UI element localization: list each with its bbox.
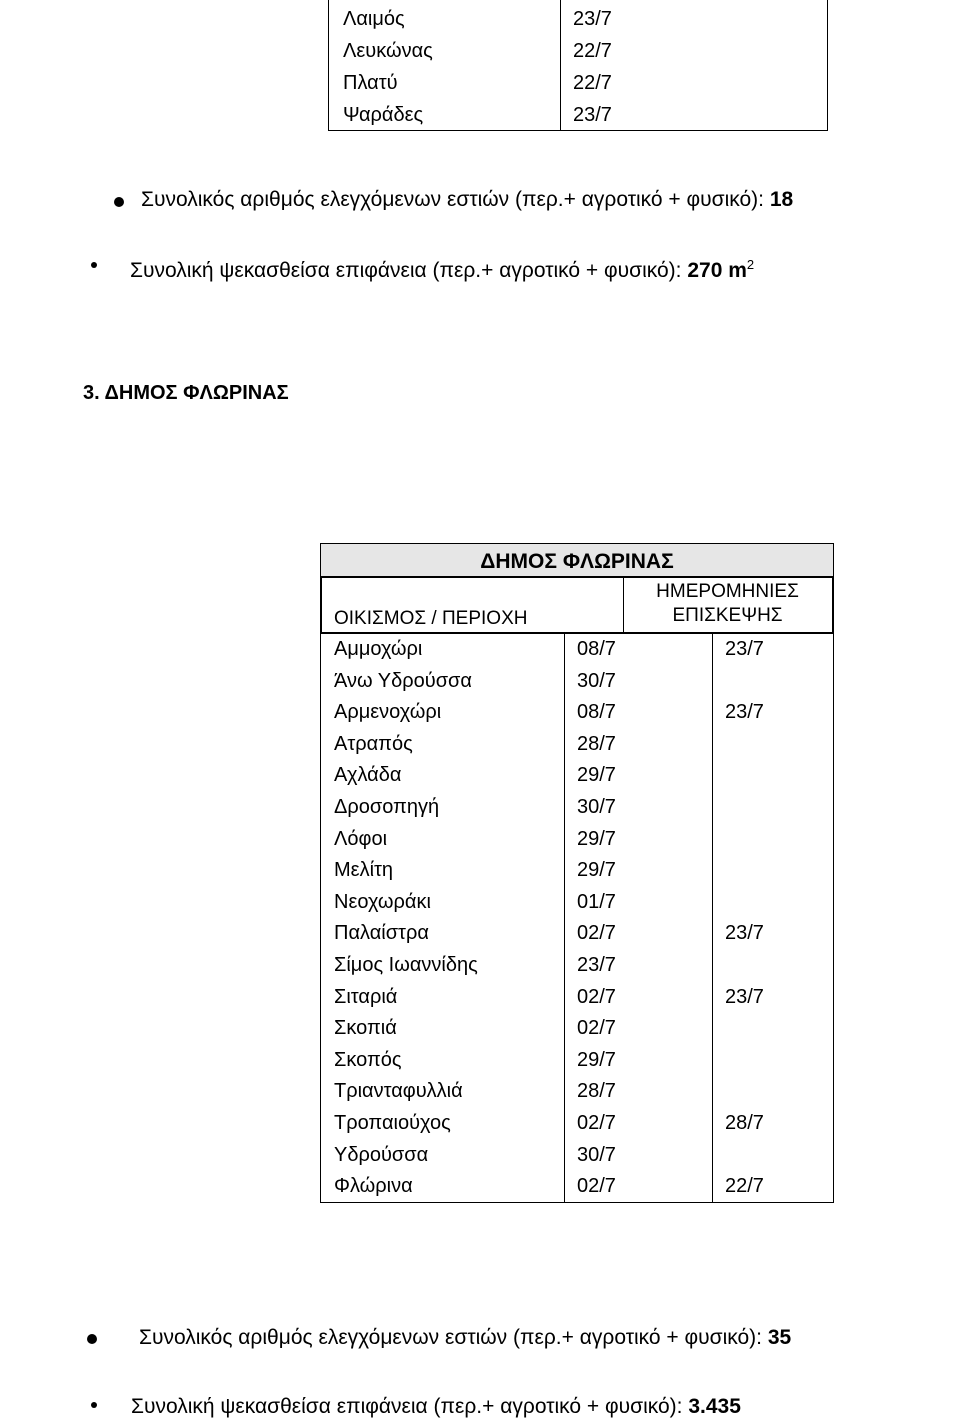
- place-cell: Σιταριά: [334, 985, 398, 1008]
- first-visit-cell: 02/7: [577, 1112, 616, 1134]
- place-cell: Άνω Υδρούσσα: [334, 669, 472, 692]
- first-visit-cell: 08/7: [577, 638, 616, 660]
- table-row: [321, 666, 833, 698]
- first-visit-cell: 01/7: [577, 890, 616, 913]
- second-visit-cell: 23/7: [725, 922, 764, 945]
- place-cell: Λαιμός: [343, 8, 405, 30]
- table-row: [321, 760, 833, 792]
- place-cell: Δροσοπηγή: [334, 796, 440, 818]
- summary2-sites-value: 35: [767, 1326, 792, 1349]
- table-row: [329, 2, 827, 34]
- municipality-table: [320, 543, 834, 1203]
- date-cell: 23/7: [573, 8, 612, 30]
- first-visit-cell: 28/7: [577, 1080, 616, 1103]
- first-visit-cell: 02/7: [577, 985, 616, 1008]
- first-visit-cell: 02/7: [577, 922, 616, 945]
- table-row: [329, 98, 827, 130]
- table-row: [321, 1076, 833, 1108]
- table-row: [321, 1013, 833, 1045]
- bullet-icon: [91, 1402, 97, 1408]
- table-row: [321, 1108, 833, 1140]
- table-title-bar: [320, 543, 834, 577]
- first-visit-cell: 29/7: [577, 764, 616, 787]
- place-cell: Σίμος Ιωαννίδης: [334, 954, 478, 976]
- summary-area-label: Συνολική ψεκασθείσα επιφάνεια (περ.+ αγροτικό + φυσικό):: [130, 259, 688, 282]
- top-table: [328, 0, 828, 131]
- place-cell: Ψαράδες: [343, 104, 424, 126]
- first-visit-cell: 30/7: [577, 669, 616, 692]
- date-cell: 22/7: [573, 72, 612, 94]
- table-row: [321, 855, 833, 887]
- summary-sites-line: [141, 188, 793, 212]
- place-cell: Τροπαιούχος: [334, 1112, 451, 1134]
- table-row: [321, 729, 833, 761]
- place-cell: Αχλάδα: [334, 764, 402, 787]
- first-visit-cell: 29/7: [577, 827, 616, 850]
- header-visit-dates-line2: ΕΠΙΣΚΕΨΗΣ: [672, 605, 783, 626]
- table-row: [321, 824, 833, 856]
- first-visit-cell: 02/7: [577, 1017, 616, 1040]
- summary2-area-value: 3.435: [688, 1395, 741, 1418]
- table-row: [321, 982, 833, 1014]
- bullet-icon: [91, 262, 97, 268]
- second-visit-cell: 22/7: [725, 1175, 764, 1198]
- place-cell: Λόφοι: [334, 827, 388, 850]
- place-cell: Αρμενοχώρι: [334, 701, 442, 724]
- summary-area-value: 270 m: [687, 259, 747, 282]
- second-visit-cell: 23/7: [725, 985, 764, 1008]
- table-row: [329, 34, 827, 66]
- first-visit-cell: 08/7: [577, 701, 616, 724]
- table-row: [321, 950, 833, 982]
- table-row: [321, 1140, 833, 1172]
- header-settlement: ΟΙΚΙΣΜΟΣ / ΠΕΡΙΟΧΗ: [334, 608, 528, 629]
- first-visit-cell: 30/7: [577, 1143, 616, 1166]
- date-cell: 22/7: [573, 40, 612, 62]
- summary2-area-line: [131, 1395, 741, 1419]
- summary2-area-label: Συνολική ψεκασθείσα επιφάνεια (περ.+ αγροτικό + φυσικό):: [131, 1395, 689, 1418]
- place-cell: Πλατύ: [343, 72, 398, 94]
- second-visit-cell: 23/7: [725, 638, 764, 660]
- first-visit-cell: 28/7: [577, 732, 616, 755]
- table-title: ΔΗΜΟΣ ΦΛΩΡΙΝΑΣ: [480, 550, 674, 573]
- summary2-sites-line: [139, 1326, 791, 1350]
- place-cell: Σκοπός: [334, 1048, 402, 1071]
- table-row: [329, 66, 827, 98]
- place-cell: Φλώρινα: [334, 1175, 413, 1198]
- first-visit-cell: 29/7: [577, 1048, 616, 1071]
- place-cell: Ατραπός: [334, 732, 413, 755]
- table-body: [320, 634, 834, 1203]
- table-row: [321, 697, 833, 729]
- table-header: [320, 576, 834, 634]
- date-cell: 23/7: [573, 104, 612, 126]
- place-cell: Λευκώνας: [343, 40, 433, 62]
- first-visit-cell: 29/7: [577, 859, 616, 882]
- place-cell: Παλαίστρα: [334, 922, 429, 945]
- place-cell: Νεοχωράκι: [334, 890, 431, 913]
- summary-sites-label: Συνολικός αριθμός ελεγχόμενων εστιών (περ.+ αγροτικό + φυσικό):: [141, 188, 770, 211]
- first-visit-cell: 23/7: [577, 954, 616, 976]
- summary-sites-value: 18: [769, 188, 794, 211]
- second-visit-cell: 28/7: [725, 1112, 764, 1134]
- table-row: [321, 1171, 833, 1203]
- section-heading: 3. ΔΗΜΟΣ ΦΛΩΡΙΝΑΣ: [83, 382, 289, 404]
- place-cell: Σκοπιά: [334, 1017, 397, 1040]
- table-row: [321, 918, 833, 950]
- first-visit-cell: 30/7: [577, 796, 616, 818]
- table-row: [321, 1045, 833, 1077]
- second-visit-cell: 23/7: [725, 701, 764, 724]
- place-cell: Αμμοχώρι: [334, 638, 423, 660]
- table-row: [321, 792, 833, 824]
- header-visit-dates: [623, 580, 832, 628]
- bullet-icon: [87, 1334, 97, 1344]
- table-row: [321, 887, 833, 919]
- table-row: [321, 634, 833, 666]
- place-cell: Μελίτη: [334, 859, 394, 882]
- place-cell: Υδρούσσα: [334, 1143, 429, 1166]
- summary-area-unit-exponent: 2: [746, 257, 755, 272]
- bullet-icon: [114, 197, 124, 207]
- place-cell: Τριανταφυλλιά: [334, 1080, 463, 1103]
- summary-area-line: [130, 259, 754, 283]
- first-visit-cell: 02/7: [577, 1175, 616, 1198]
- summary2-sites-label: Συνολικός αριθμός ελεγχόμενων εστιών (περ.+ αγροτικό + φυσικό):: [139, 1326, 768, 1349]
- header-visit-dates-line1: ΗΜΕΡΟΜΗΝΙΕΣ: [656, 581, 799, 602]
